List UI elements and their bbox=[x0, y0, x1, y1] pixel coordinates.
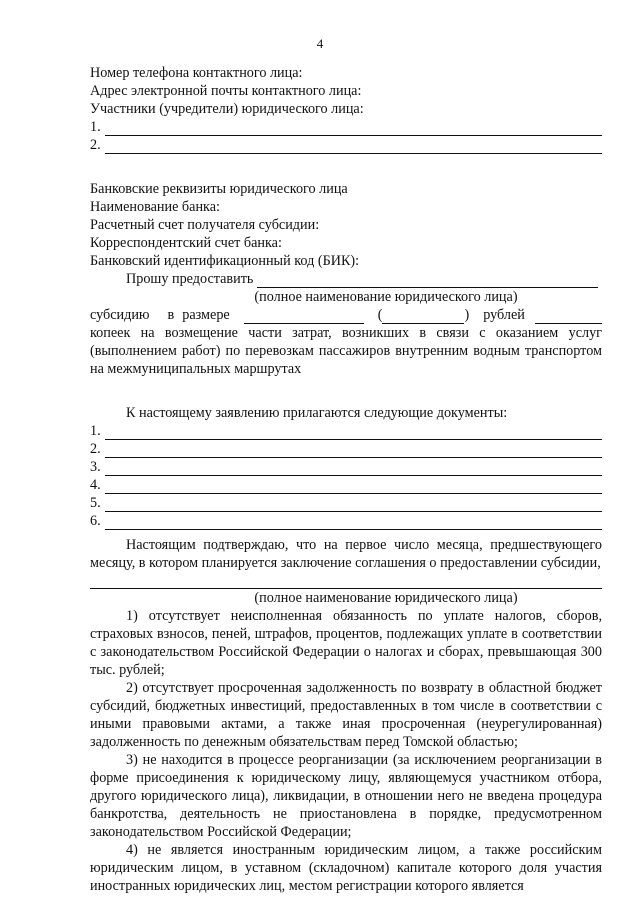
attachment-line-5[interactable] bbox=[90, 494, 602, 512]
subsidy-amount-line bbox=[90, 306, 602, 324]
attachment-line-1[interactable] bbox=[90, 422, 602, 440]
subsidy-word: субсидию bbox=[90, 307, 150, 323]
attachment-line-2[interactable] bbox=[90, 440, 602, 458]
attachment-line-4[interactable] bbox=[90, 476, 602, 494]
paren-close: ) bbox=[464, 307, 470, 323]
request-caption: (полное наименование юридического лица) bbox=[254, 289, 518, 305]
bank-bic-label: Банковский идентификационный код (БИК): bbox=[90, 253, 360, 269]
founders-label: Участники (учредители) юридического лица: bbox=[90, 101, 364, 117]
fill-line[interactable] bbox=[105, 443, 602, 458]
bank-name-label: Наименование банка: bbox=[90, 199, 220, 215]
founder-number: 2. bbox=[90, 137, 101, 153]
founder-line-1[interactable] bbox=[90, 118, 602, 136]
page-number: 4 bbox=[316, 36, 324, 51]
request-line[interactable] bbox=[90, 270, 602, 288]
bank-corr-label: Корреспондентский счет банка: bbox=[90, 235, 282, 251]
fill-line[interactable] bbox=[105, 479, 602, 494]
confirm-company-line[interactable] bbox=[90, 572, 602, 589]
amount-number-line[interactable] bbox=[244, 309, 364, 324]
condition-4: 4) не является иностранным юридическим лицом, а также российским юридическим лицом, в уставном (складочном) капитале которого доля участия иностранных юридических лиц, местом регистрации которого является bbox=[90, 842, 602, 894]
condition-3: 3) не находится в процессе реорганизации (за исключением реорганизации в форме присоединения к юридическому лицу, являющемуся участником отбора, другого юридического лица), ликвидации, в отношении него не введена процедура банкротства, деятельность не приостановлена в порядке, предусмотренном законодательством Российской Федерации; bbox=[90, 752, 602, 840]
paren-open: ( bbox=[377, 307, 383, 323]
contact-email-label: Адрес электронной почты контактного лица: bbox=[90, 83, 362, 99]
confirm-caption: (полное наименование юридического лица) bbox=[254, 590, 518, 606]
bank-heading: Банковские реквизиты юридического лица bbox=[90, 181, 348, 197]
request-lead: Прошу предоставить bbox=[126, 271, 254, 287]
condition-2: 2) отсутствует просроченная задолженность по возврату в областной бюджет субсидий, бюджетных инвестиций, предоставленных в том числе в соответствии с иными правовыми актами, а также иная просроченная (неурегулированная) задолженность по денежным обязательствам перед Томской областью; bbox=[90, 680, 602, 750]
attachment-number: 3. bbox=[90, 459, 101, 475]
attachment-number: 2. bbox=[90, 441, 101, 457]
attachment-line-3[interactable] bbox=[90, 458, 602, 476]
attachment-number: 1. bbox=[90, 423, 101, 439]
fill-line[interactable] bbox=[105, 139, 602, 154]
attachment-number: 6. bbox=[90, 513, 101, 529]
condition-1: 1) отсутствует неисполненная обязанность по уплате налогов, сборов, страховых взносов, пеней, штрафов, процентов, подлежащих уплате в соответствии с законодательством Российской Федерации о налогах и сборах, превышающая 300 тыс. рублей; bbox=[90, 608, 602, 678]
amount-word: размере bbox=[182, 307, 230, 323]
attachment-number: 5. bbox=[90, 495, 101, 511]
request-text: копеек на возмещение части затрат, возникших в связи с оказанием услуг (выполнением работ) по перевозкам пассажиров внутренним водным транспортом на межмуниципальных маршрутах bbox=[90, 325, 602, 377]
bank-account-label: Расчетный счет получателя субсидии: bbox=[90, 217, 320, 233]
attachment-line-6[interactable] bbox=[90, 512, 602, 530]
fill-line[interactable] bbox=[105, 461, 602, 476]
founder-line-2[interactable] bbox=[90, 136, 602, 154]
fill-line[interactable] bbox=[105, 425, 602, 440]
fill-line[interactable] bbox=[105, 515, 602, 530]
kopecks-line[interactable] bbox=[535, 309, 602, 324]
rubles-word: рублей bbox=[483, 307, 525, 323]
confirm-text: Настоящим подтверждаю, что на первое число месяца, предшествующего месяцу, в котором планируется заключение соглашения о предоставлении субсидии, bbox=[90, 537, 602, 571]
amount-words-line[interactable] bbox=[382, 309, 464, 324]
in-word: в bbox=[167, 307, 175, 323]
contact-phone-label: Номер телефона контактного лица: bbox=[90, 65, 303, 81]
fill-line[interactable] bbox=[105, 497, 602, 512]
company-name-line[interactable] bbox=[257, 273, 598, 288]
attachment-number: 4. bbox=[90, 477, 101, 493]
fill-line[interactable] bbox=[105, 121, 602, 136]
founder-number: 1. bbox=[90, 119, 101, 135]
document-body bbox=[90, 64, 602, 895]
attachments-heading: К настоящему заявлению прилагаются следующие документы: bbox=[126, 405, 508, 421]
